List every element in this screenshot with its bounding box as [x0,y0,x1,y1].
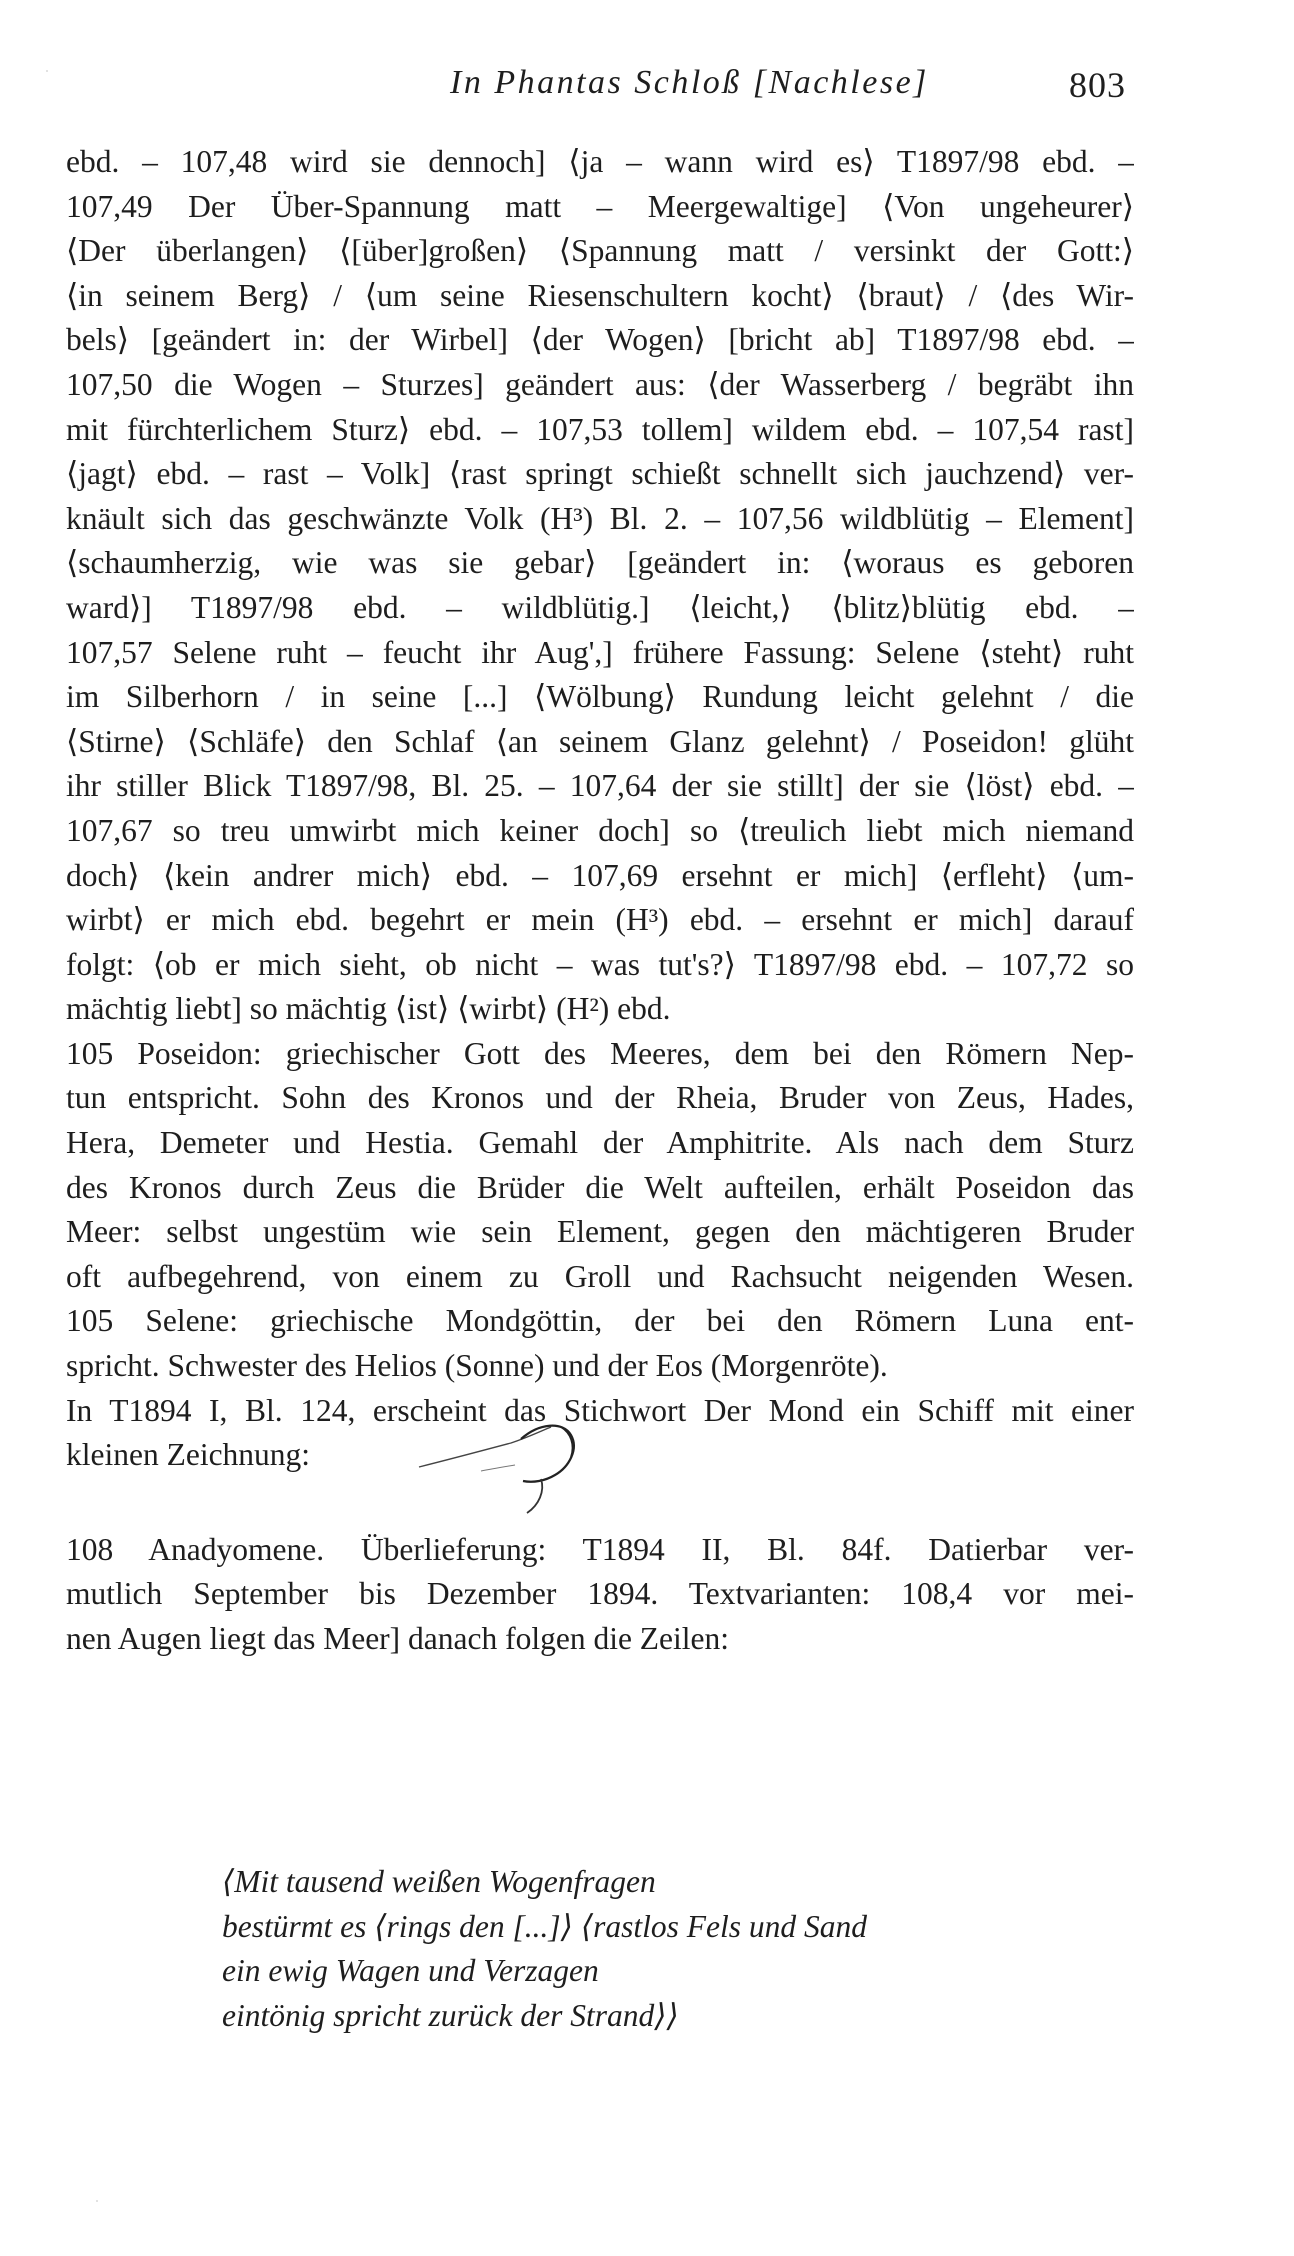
running-head [440,58,1130,118]
text-line: oft aufbegehrend, von einem zu Groll und Rachsucht neigenden Wesen. [66,1258,1134,1294]
verse-line: ⟨Mit tausend weißen Wogenfragen [222,1864,656,1899]
text-line: ⟨Der überlangen⟩ ⟨[über]großen⟩ ⟨Spannung matt / versinkt der Gott:⟩ [66,233,1134,269]
text-line: mit fürchterlichem Sturz⟩ ebd. – 107,53 tollem] wildem ebd. – 107,54 rast] [66,411,1134,447]
text-line: 107,50 die Wogen – Sturzes] geändert aus: ⟨der Wasserberg / begräbt ihn [66,366,1134,402]
text-line: Meer: selbst ungestüm wie sein Element, gegen den mächtigeren Bruder [66,1214,1134,1250]
text-line: 107,67 so treu umwirbt mich keiner doch] so ⟨treulich liebt mich niemand [66,812,1134,848]
page-number: 803 [1069,65,1126,105]
text-line: knäult sich das geschwänzte Volk (H³) Bl. 2. – 107,56 wildblütig – Element] [66,500,1134,536]
text-line: 108 Anadyomene. Überlieferung: T1894 II, Bl. 84f. Datierbar ver- [66,1531,1134,1567]
text-line: ebd. – 107,48 wird sie dennoch] ⟨ja – wann wird es⟩ T1897/98 ebd. – [66,144,1134,179]
text-line: ⟨in seinem Berg⟩ / ⟨um seine Riesenschultern kocht⟩ ⟨braut⟩ / ⟨des Wir- [66,277,1134,313]
text-line: im Silberhorn / in seine [...] ⟨Wölbung⟩ Rundung leicht gelehnt / die [66,679,1134,715]
paper-speck [46,70,48,72]
text-line: ihr stiller Blick T1897/98, Bl. 25. – 107,64 der sie stillt] der sie ⟨löst⟩ ebd. – [66,768,1134,804]
text-line: kleinen Zeichnung: [66,1437,311,1473]
text-line: mutlich September bis Dezember 1894. Textvarianten: 108,4 vor mei- [66,1576,1134,1612]
text-line: 105 Poseidon: griechischer Gott des Meeres, dem bei den Römern Nep- [66,1035,1134,1071]
verse-block [222,1860,1122,2038]
text-line: tun entspricht. Sohn des Kronos und der Rheia, Bruder von Zeus, Hades, [66,1080,1134,1116]
text-line: ⟨Stirne⟩ ⟨Schläfe⟩ den Schlaf ⟨an seinem Glanz gelehnt⟩ / Poseidon! glüht [66,723,1134,759]
text-line: des Kronos durch Zeus die Brüder die Welt aufteilen, erhält Poseidon das [66,1169,1134,1205]
text-line: mächtig liebt] so mächtig ⟨ist⟩ ⟨wirbt⟩ (H²) ebd. [66,991,671,1027]
text-line: In T1894 I, Bl. 124, erscheint das Stichwort Der Mond ein Schiff mit einer [66,1392,1134,1428]
text-line: ⟨schaumherzig, wie was sie gebar⟩ [geändert in: ⟨woraus es geboren [66,545,1134,581]
text-line: bels⟩ [geändert in: der Wirbel] ⟨der Wogen⟩ [bricht ab] T1897/98 ebd. – [66,322,1134,358]
verse-line: eintönig spricht zurück der Strand⟩⟩ [222,1997,679,2033]
text-line: ⟨jagt⟩ ebd. – rast – Volk] ⟨rast springt schießt schnellt sich jauchzend⟩ ver- [66,456,1134,492]
running-head-title: In Phantas Schloß [Nachlese] [450,64,929,101]
verse-line: bestürmt es ⟨rings den [...]⟩ ⟨rastlos Fels und Sand [222,1908,868,1944]
text-line: folgt: ⟨ob er mich sieht, ob nicht – was tut's?⟩ T1897/98 ebd. – 107,72 so [66,946,1134,982]
text-line: wirbt⟩ er mich ebd. begehrt er mein (H³) ebd. – ersehnt er mich] darauf [66,902,1134,938]
figure-line [66,1433,1134,1478]
text-line: 107,49 Der Über-Spannung matt – Meergewaltige] ⟨Von ungeheurer⟩ [66,188,1134,224]
text-line: spricht. Schwester des Helios (Sonne) und der Eos (Morgenröte). [66,1348,888,1384]
text-line: nen Augen liegt das Meer] danach folgen die Zeilen: [66,1621,730,1656]
paper-speck [96,2200,98,2202]
text-line: 107,57 Selene ruht – feucht ihr Aug',] frühere Fassung: Selene ⟨steht⟩ ruht [66,634,1134,670]
text-line: doch⟩ ⟨kein andrer mich⟩ ebd. – 107,69 ersehnt er mich] ⟨erfleht⟩ ⟨um- [66,857,1134,893]
text-line: 105 Selene: griechische Mondgöttin, der bei den Römern Luna ent- [66,1303,1134,1339]
commentary-text [66,140,1134,1662]
text-line: ward⟩] T1897/98 ebd. – wildblütig.] ⟨leicht,⟩ ⟨blitz⟩blütig ebd. – [66,589,1134,625]
text-line: Hera, Demeter und Hestia. Gemahl der Amphitrite. Als nach dem Sturz [66,1125,1134,1161]
verse-line: ein ewig Wagen und Verzagen [222,1953,599,1989]
moon-ship-sketch-icon [411,1409,601,1519]
